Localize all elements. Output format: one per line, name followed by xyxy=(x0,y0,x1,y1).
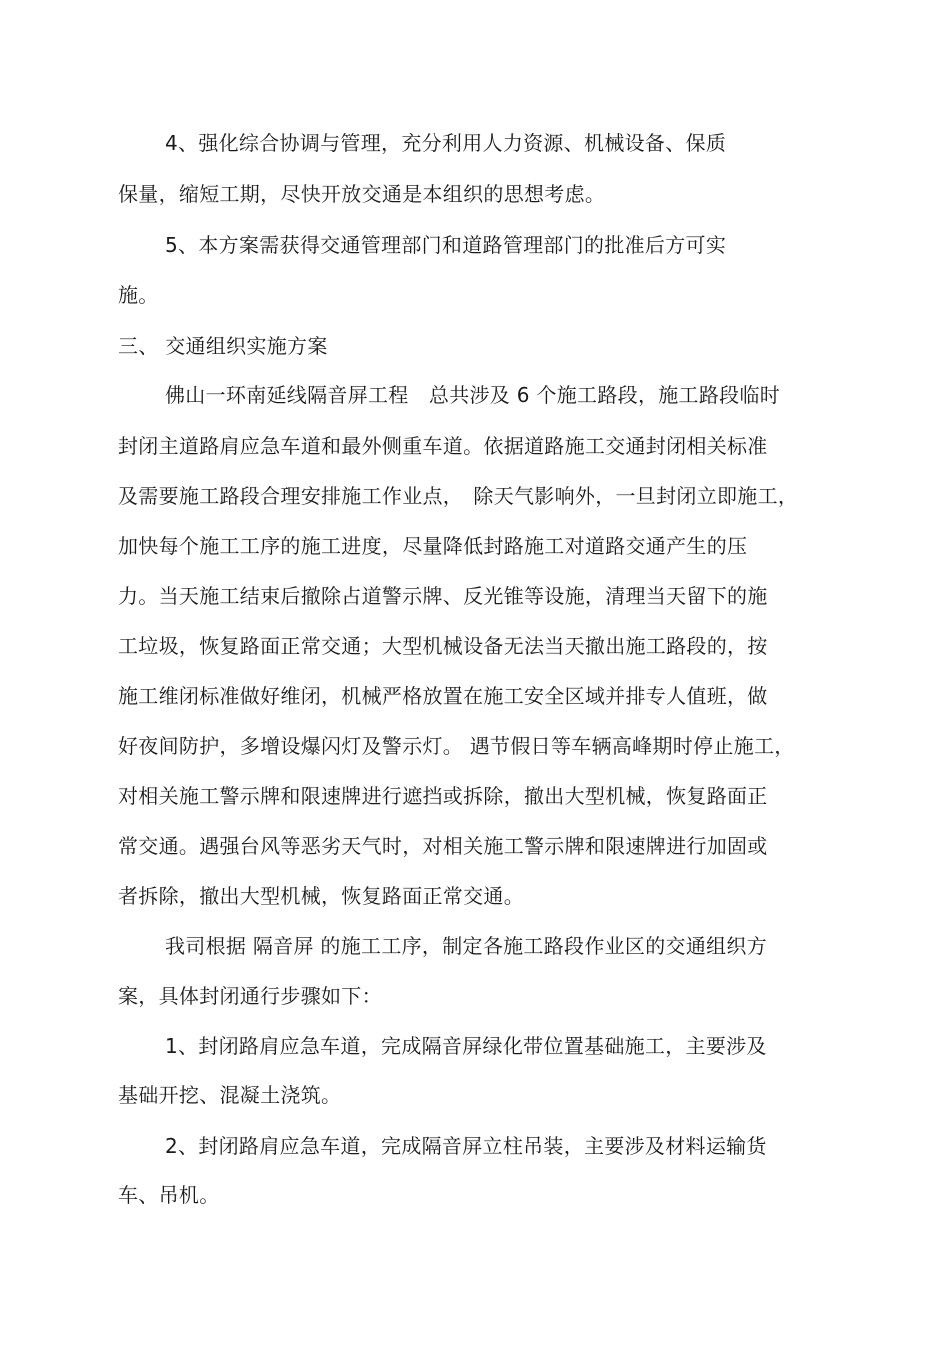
step-1-line-2: 基础开挖、混凝土浇筑。 xyxy=(118,1083,342,1107)
paragraph-5-line-2: 施。 xyxy=(118,283,159,307)
body-paragraph-line-6: 工垃圾，恢复路面正常交通；大型机械设备无法当天撤出施工路段的，按 xyxy=(118,634,768,658)
body-paragraph-line-9: 对相关施工警示牌和限速牌进行遮挡或拆除，撤出大型机械，恢复路面正 xyxy=(118,784,768,808)
step-2-line-2: 车、吊机。 xyxy=(118,1183,220,1207)
body-paragraph-line-1: 佛山一环南延线隔音屏工程 总共涉及 6 个施工路段，施工路段临时 xyxy=(165,383,781,407)
body-paragraph-line-2: 封闭主道路肩应急车道和最外侧重车道。依据道路施工交通封闭相关标准 xyxy=(118,434,768,458)
paragraph-4-line-2: 保量，缩短工期，尽快开放交通是本组织的思想考虑。 xyxy=(118,182,606,206)
body-paragraph-line-10: 常交通。遇强台风等恶劣天气时，对相关施工警示牌和限速牌进行加固或 xyxy=(118,834,768,858)
paragraph-4-line-1: 4、强化综合协调与管理，充分利用人力资源、机械设备、保质 xyxy=(165,131,727,155)
body-paragraph-line-8: 好夜间防护，多增设爆闪灯及警示灯。 遇节假日等车辆高峰期时停止施工， xyxy=(118,734,795,758)
procedure-intro-line-2: 案，具体封闭通行步骤如下： xyxy=(118,984,382,1008)
body-paragraph-line-7: 施工维闭标准做好维闭，机械严格放置在施工安全区域并排专人值班，做 xyxy=(118,684,768,708)
procedure-intro-line-1: 我司根据 隔音屏 的施工工序，制定各施工路段作业区的交通组织方 xyxy=(165,934,768,958)
body-paragraph-line-5: 力。当天施工结束后撤除占道警示牌、反光锥等设施，清理当天留下的施 xyxy=(118,584,768,608)
body-paragraph-line-4: 加快每个施工工序的施工进度，尽量降低封路施工对道路交通产生的压 xyxy=(118,534,748,558)
body-paragraph-line-11: 者拆除，撤出大型机械，恢复路面正常交通。 xyxy=(118,884,524,908)
section-heading-3: 三、 交通组织实施方案 xyxy=(118,334,328,358)
step-1-line-1: 1、封闭路肩应急车道，完成隔音屏绿化带位置基础施工，主要涉及 xyxy=(165,1034,767,1058)
paragraph-5-line-1: 5、本方案需获得交通管理部门和道路管理部门的批准后方可实 xyxy=(165,233,727,257)
body-paragraph-line-3: 及需要施工路段合理安排施工作业点， 除天气影响外，一旦封闭立即施工， xyxy=(118,484,799,508)
step-2-line-1: 2、封闭路肩应急车道，完成隔音屏立柱吊装，主要涉及材料运输货 xyxy=(165,1134,767,1158)
